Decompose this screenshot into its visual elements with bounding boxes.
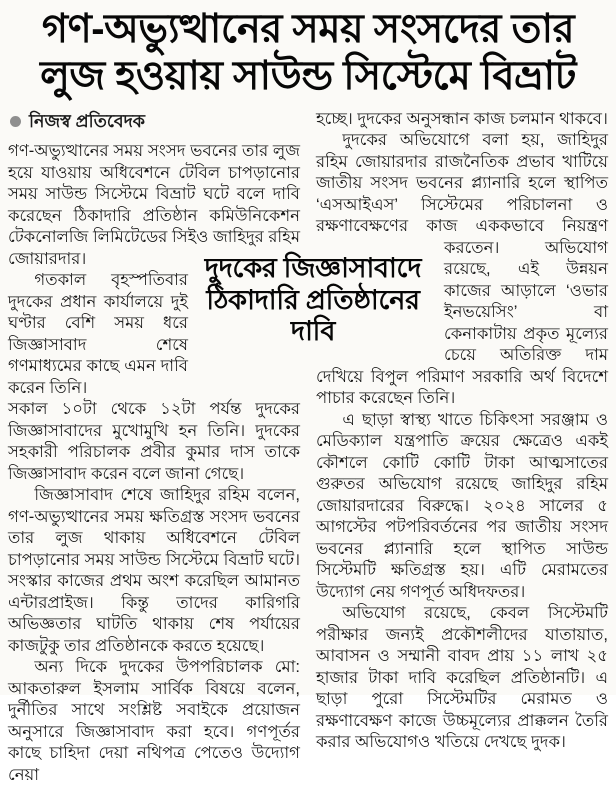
- paragraph-text: দুদকের অভিযোগে বলা হয়, জাহিদুর রহিম জোয়ারদার রাজনৈতিক প্রভাব খাটিয়ে জাতীয় সংসদ ভবনের প্ল্যানারি হলে স্থাপিত ‘এসআইএস’ সিস্টেমের পরিচালনা ও রক্ষণাবেক্ষণের কাজ এককভাবে নিয়ন্ত্রণ: [316, 131, 608, 236]
- article-paragraph: অভিযোগ রয়েছে, কেবল সিস্টেমটি পরীক্ষার জন্যই প্রকৌশলীদের যাতায়াত, আবাসন ও সম্মানী বাবদ প্রায় ১১ লাখ ২৫ হাজার টাকা দাবি করেছিল প্রতিষ্ঠানটি। এ ছাড়া পুরো সিস্টেমটির মেরামত ও রক্ষণাবেক্ষণ কাজে উচ্চমূল্যের প্রাক্কলন তৈরি করার অভিযোগও খতিয়ে দেখছে দুদক।: [316, 604, 608, 752]
- paragraph-text: করতেন। অভিযোগ রয়েছে, এই উন্নয়ন কাজের আড়ালে ‘ওভার ইনভয়েসিং’ বা কেনাকাটায় প্রকৃত মূল্যের চেয়ে অতিরিক্ত দাম দেখিয়ে বিপুল পরিমাণ সরকারি অর্থ বিদেশে পাচার করেছেন তিনি।: [316, 238, 608, 408]
- article-paragraph: সকাল ১০টা থেকে ১২টা পর্যন্ত দুদকের জিজ্ঞাসাবাদের মুখোমুখি হন তিনি। দুদকের সহকারী পরিচালক প্রবীর কুমার দাস তাকে জিজ্ঞাসাবাদ করেন বলে জানা গেছে।: [8, 400, 300, 483]
- byline-bullet-icon: [10, 116, 21, 127]
- article-paragraph: অন্য দিকে দুদকের উপপরিচালক মো: আকতারুল ইসলাম সার্বিক বিষয়ে বলেন, দুর্নীতির সাথে সংশ্লিষ্ট সবাইকে প্রয়োজন অনুসারে জিজ্ঞাসাবাদ করা হবে। গণপূর্তর কাছে চাহিদা দেয়া নথিপত্র পেতেও উদ্যোগ নেয়া: [8, 658, 300, 784]
- article-body: [8, 109, 608, 786]
- paragraph-text: গতকাল বৃহস্পতিবার দুদকের প্রধান কার্যালয়ে দুই ঘণ্টার বেশি সময় ধরে জিজ্ঞাসাবাদ শেষে গণমাধ্যমের কাছে এমন দাবি করেন তিনি।: [8, 271, 188, 397]
- right-column: [316, 109, 608, 786]
- article-paragraph: গণ-অভ্যুত্থানের সময় সংসদ ভবনের তার লুজ হয়ে যাওয়ায় অধিবেশনে টেবিল চাপড়ানোর সময় সাউন্ড সিস্টেমে বিভ্রাট ঘটে বলে দাবি করেছেন ঠিকাদারি প্রতিষ্ঠান কমিউনিকেশন টেকনোলজি লিমিটেডের সিইও জাহিদুর রহিম জোয়ারদার।: [8, 142, 300, 268]
- left-column: [8, 109, 300, 786]
- article-paragraph: জিজ্ঞাসাবাদ শেষে জাহিদুর রহিম বলেন, গণ-অভ্যুত্থানের সময় ক্ষতিগ্রস্ত সংসদ ভবনের তার লুজ থাকায় অধিবেশনে টেবিল চাপড়ানোর সময় সাউন্ড সিস্টেমে বিভ্রাট ঘটে। সংস্কার কাজের প্রথম অংশ করেছিল আমানত এন্টারপ্রাইজ। কিন্তু তাদের কারিগরি অভিজ্ঞতার ঘাটতি থাকায় শেষ পর্যায়ের কাজটুকু তার প্রতিষ্ঠানকে করতে হয়েছে।: [8, 486, 300, 655]
- article-paragraph: হচ্ছে। দুদকের অনুসন্ধান কাজ চলমান থাকবে।: [316, 109, 608, 128]
- article-paragraph: এ ছাড়া স্বাস্থ্য খাতে চিকিৎসা সরঞ্জাম ও মেডিক্যাল যন্ত্রপাতি ক্রয়ের ক্ষেত্রেও একই কৌশলে কোটি কোটি টাকা আত্মসাতের গুরুতর অভিযোগ রয়েছে জাহিদুর রহিম জোয়ারদারের বিরুদ্ধে। ২০২৪ সালের ৫ আগস্টের পটপরিবর্তনের পর জাতীয় সংসদ ভবনের প্ল্যানারি হলে স্থাপিত সাউন্ড সিস্টেমটি ক্ষতিগ্রস্ত হয়। এটি মেরামতের উদ্যোগ নেয় গণপূর্ত অধিদফতর।: [316, 410, 608, 601]
- byline-reporter-label: নিজস্ব প্রতিবেদক: [29, 110, 146, 131]
- article-headline: গণ-অভ্যুত্থানের সময় সংসদের তার লুজ হওয়ায় সাউন্ড সিস্টেমে বিভ্রাট: [40, 7, 576, 98]
- byline: [10, 111, 300, 133]
- pull-quote: দুদকের জিজ্ঞাসাবাদে ঠিকাদারি প্রতিষ্ঠানের দাবি: [204, 253, 422, 347]
